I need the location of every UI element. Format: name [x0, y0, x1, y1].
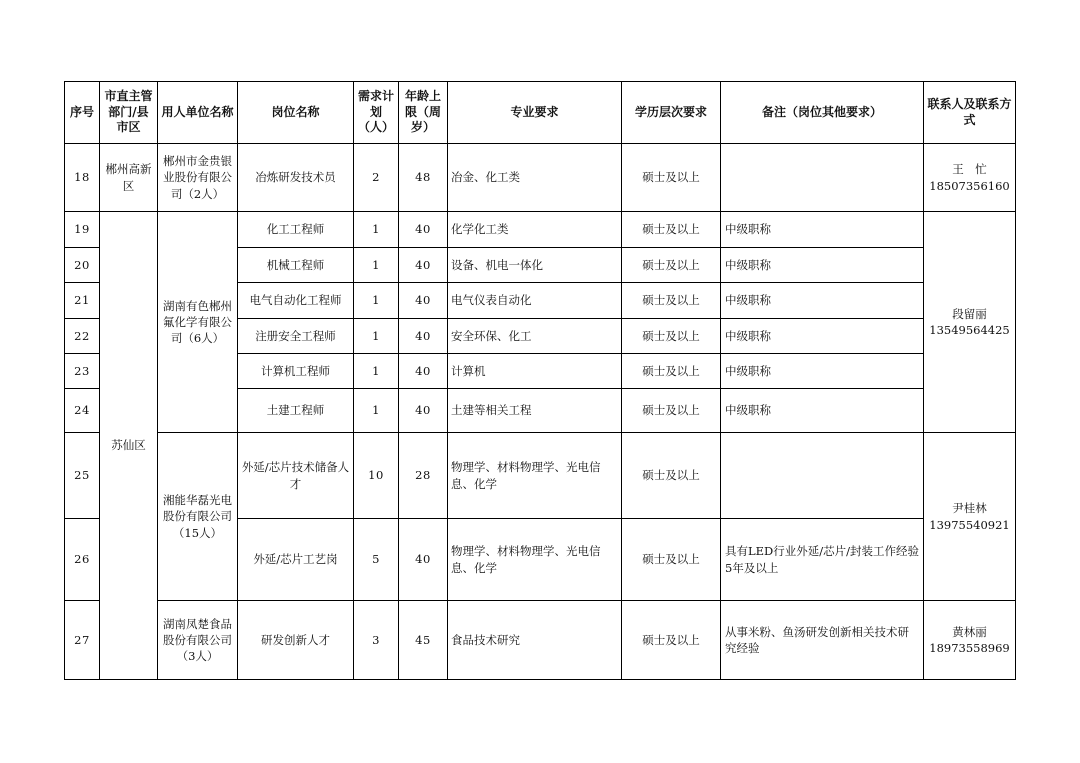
education-cell: 硕士及以上 — [622, 212, 721, 248]
position-cell: 外延/芯片工艺岗 — [238, 519, 354, 601]
header-age: 年龄上限（周岁） — [399, 82, 448, 144]
major-cell: 安全环保、化工 — [448, 319, 622, 354]
demand-cell: 1 — [354, 248, 399, 283]
table-row — [65, 433, 1016, 519]
age-cell: 40 — [399, 319, 448, 354]
row-seq: 19 — [65, 212, 100, 248]
remarks-cell: 中级职称 — [721, 248, 924, 283]
contact-phone: 13549564425 — [929, 323, 1010, 337]
header-position: 岗位名称 — [238, 82, 354, 144]
position-cell: 电气自动化工程师 — [238, 283, 354, 319]
education-cell: 硕士及以上 — [622, 283, 721, 319]
header-seq: 序号 — [65, 82, 100, 144]
position-cell: 注册安全工程师 — [238, 319, 354, 354]
major-cell: 化学化工类 — [448, 212, 622, 248]
row-seq: 27 — [65, 601, 100, 680]
contact-cell — [924, 212, 1016, 433]
table-row — [65, 601, 1016, 680]
major-cell: 物理学、材料物理学、光电信息、化学 — [448, 433, 622, 519]
header-remarks: 备注（岗位其他要求） — [721, 82, 924, 144]
age-cell: 48 — [399, 144, 448, 212]
remarks-cell: 中级职称 — [721, 389, 924, 433]
remarks-cell: 中级职称 — [721, 212, 924, 248]
education-cell: 硕士及以上 — [622, 144, 721, 212]
header-dept: 市直主管部门/县市区 — [100, 82, 158, 144]
remarks-cell — [721, 433, 924, 519]
header-employer: 用人单位名称 — [158, 82, 238, 144]
major-cell: 电气仪表自动化 — [448, 283, 622, 319]
age-cell: 45 — [399, 601, 448, 680]
demand-cell: 5 — [354, 519, 399, 601]
employer-cell: 郴州市金贵银业股份有限公司（2人） — [158, 144, 238, 212]
contact-cell — [924, 601, 1016, 680]
remarks-cell: 中级职称 — [721, 283, 924, 319]
employer-cell: 湖南凤楚食品股份有限公司（3人） — [158, 601, 238, 680]
remarks-cell: 具有LED行业外延/芯片/封装工作经验5年及以上 — [721, 519, 924, 601]
dept-cell: 苏仙区 — [100, 212, 158, 680]
header-major: 专业要求 — [448, 82, 622, 144]
education-cell: 硕士及以上 — [622, 354, 721, 389]
major-cell: 冶金、化工类 — [448, 144, 622, 212]
age-cell: 40 — [399, 212, 448, 248]
row-seq: 24 — [65, 389, 100, 433]
contact-name: 段留丽 — [952, 306, 987, 321]
remarks-cell — [721, 144, 924, 212]
row-seq: 18 — [65, 144, 100, 212]
position-cell: 研发创新人才 — [238, 601, 354, 680]
row-seq: 22 — [65, 319, 100, 354]
contact-cell — [924, 144, 1016, 212]
header-row — [65, 82, 1016, 144]
header-demand: 需求计划（人） — [354, 82, 399, 144]
position-cell: 外延/芯片技术储备人才 — [238, 433, 354, 519]
row-seq: 26 — [65, 519, 100, 601]
remarks-cell: 中级职称 — [721, 354, 924, 389]
demand-cell: 2 — [354, 144, 399, 212]
table-row — [65, 144, 1016, 212]
recruitment-table — [64, 81, 1016, 680]
demand-cell: 1 — [354, 389, 399, 433]
row-seq: 20 — [65, 248, 100, 283]
major-cell: 食品技术研究 — [448, 601, 622, 680]
contact-name: 尹桂林 — [952, 501, 987, 516]
header-contact: 联系人及联系方式 — [924, 82, 1016, 144]
demand-cell: 1 — [354, 212, 399, 248]
employer-cell: 湖南有色郴州氟化学有限公司（6人） — [158, 212, 238, 433]
employer-cell: 湘能华磊光电股份有限公司（15人） — [158, 433, 238, 601]
education-cell: 硕士及以上 — [622, 433, 721, 519]
education-cell: 硕士及以上 — [622, 248, 721, 283]
dept-cell: 郴州高新区 — [100, 144, 158, 212]
demand-cell: 1 — [354, 319, 399, 354]
education-cell: 硕士及以上 — [622, 519, 721, 601]
contact-phone: 13975540921 — [929, 517, 1010, 532]
demand-cell: 3 — [354, 601, 399, 680]
contact-phone: 18973558969 — [929, 641, 1010, 655]
contact-name: 黄林丽 — [952, 624, 987, 639]
position-cell: 机械工程师 — [238, 248, 354, 283]
remarks-cell: 从事米粉、鱼汤研发创新相关技术研究经验 — [721, 601, 924, 680]
row-seq: 23 — [65, 354, 100, 389]
contact-phone: 18507356160 — [929, 178, 1010, 193]
major-cell: 物理学、材料物理学、光电信息、化学 — [448, 519, 622, 601]
row-seq: 21 — [65, 283, 100, 319]
remarks-cell: 中级职称 — [721, 319, 924, 354]
contact-cell — [924, 433, 1016, 601]
position-cell: 土建工程师 — [238, 389, 354, 433]
education-cell: 硕士及以上 — [622, 319, 721, 354]
position-cell: 冶炼研发技术员 — [238, 144, 354, 212]
age-cell: 40 — [399, 389, 448, 433]
major-cell: 土建等相关工程 — [448, 389, 622, 433]
major-cell: 计算机 — [448, 354, 622, 389]
age-cell: 40 — [399, 248, 448, 283]
demand-cell: 1 — [354, 354, 399, 389]
position-cell: 化工工程师 — [238, 212, 354, 248]
header-education: 学历层次要求 — [622, 82, 721, 144]
position-cell: 计算机工程师 — [238, 354, 354, 389]
major-cell: 设备、机电一体化 — [448, 248, 622, 283]
education-cell: 硕士及以上 — [622, 389, 721, 433]
demand-cell: 1 — [354, 283, 399, 319]
age-cell: 40 — [399, 519, 448, 601]
row-seq: 25 — [65, 433, 100, 519]
contact-name: 王 忙 — [952, 162, 987, 177]
education-cell: 硕士及以上 — [622, 601, 721, 680]
age-cell: 40 — [399, 283, 448, 319]
table-row — [65, 212, 1016, 248]
demand-cell: 10 — [354, 433, 399, 519]
age-cell: 28 — [399, 433, 448, 519]
age-cell: 40 — [399, 354, 448, 389]
